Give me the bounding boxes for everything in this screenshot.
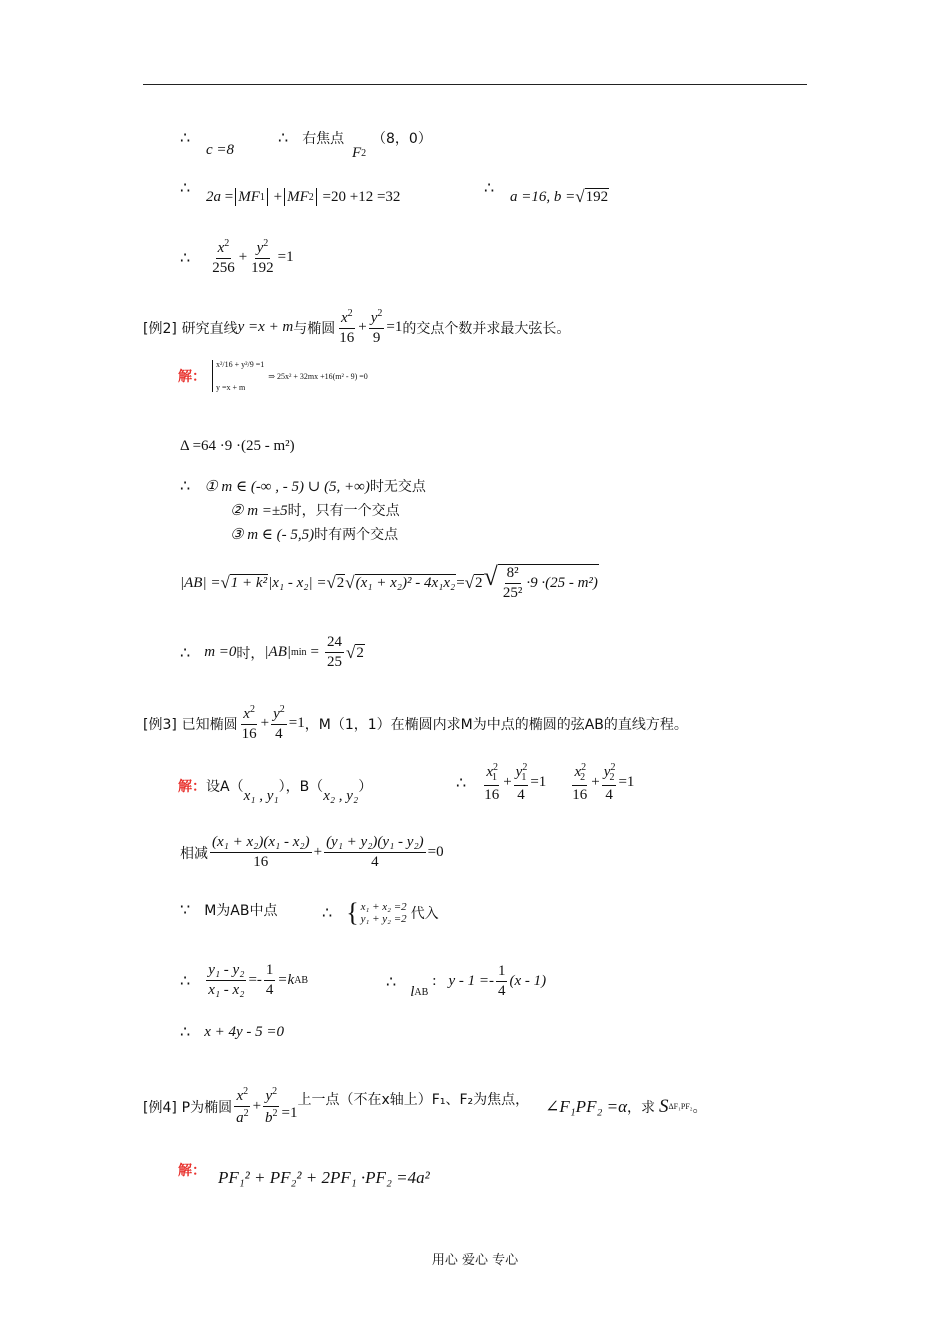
c-value: c =8 xyxy=(206,142,235,158)
therefore-2: ∴ xyxy=(180,180,191,197)
line-ab-equation: ∴ l AB : y - 1 =- $\frac{1}{4}$ (x - 1) xyxy=(386,962,547,1000)
case-1: ∴ ① m ∈ (-∞ , - 5) ∪ (5, +∞) 时无交点 xyxy=(180,478,426,495)
example-4-statement: [例4] P为椭圆 $\frac{x^2}{a^2}$ + $\frac{y^2}{b^2}$ =1 上一点（不在x轴上）F₁、F₂为焦点， ∠F₁PF₂ =α ，求 S ΔF₁PF₂ 。 xyxy=(143,1086,707,1127)
discriminant: Δ =64 ·9 ·(25 - m²) xyxy=(180,438,295,454)
major-axis-equation: 2a = MF 1 + MF 2 =20 +12 =32 xyxy=(206,188,401,205)
case-3: ③ m ∈ (- 5,5) 时有两个交点 xyxy=(230,526,399,543)
case-2: ② m =±5 时，只有一个交点 xyxy=(230,502,400,519)
page-footer: 用心 爱心 专心 xyxy=(431,1253,519,1268)
therefore-3: ∴ xyxy=(484,180,495,197)
system-of-equations: x²/16 + y²/9 =1 y =x + m ⇒ 25x² + 32mx +16(m² - 9) =0 xyxy=(212,360,368,392)
points-on-ellipse: ∴ $\frac{x^2_1}{16}$ + $\frac{y^2_1}{4}$ =1 $\frac{x^2_2}{16}$ + $\frac{y^2_2}{4}$ =1 xyxy=(456,762,635,803)
example-2-statement: [例2] 研究直线 y =x + m 与椭圆 $\frac{x^2}{16}$ + $\frac{y^2}{9}$ =1 的交点个数并求最大弦长。 xyxy=(143,308,571,347)
solution-4: 解： PF₁² + PF₂² + 2PF₁ ·PF₂ =4a² xyxy=(178,1163,430,1187)
line-c-equals: ∴ xyxy=(180,130,191,147)
final-line-equation: ∴ x + 4y - 5 =0 xyxy=(180,1023,284,1041)
header-rule xyxy=(143,84,807,85)
set-points: 解： 设A（ x₁ , y₁ ），B（ x₂ , y₂ ） xyxy=(178,778,373,804)
slope-equation: ∴ $\frac{\text{y₁ - y₂}}{\text{x₁ - x₂}}$ =- $\frac{1}{4}$ =k AB xyxy=(180,962,309,999)
midpoint-system: ∴ { x₁ + x₂ =2 y₁ + y₂ =2 代入 xyxy=(322,898,439,927)
solution-label-2: 解： xyxy=(178,369,206,385)
chord-length-formula: |AB| = √ 1 + k² |x₁ - x₂| = √ 2 √ (x₁ + x₂)² - 4x₁x₂ = √ 2 √ $\frac{\text{8²}}{\text{25²}}$ ·9 ·(25 - m²) xyxy=(180,562,598,602)
right-focus: ∴ 右焦点 xyxy=(278,130,345,147)
focus-coordinate: （8，0） xyxy=(372,131,432,147)
subtracted-equation: 相减 $\frac{\text{(x₁ + x₂)(x₁ - x₂)}}{16}$ + $\frac{\text{(y₁ + y₂)(y₁ - y₂)}}{4}$ =0 xyxy=(180,834,444,871)
max-chord-conclusion: ∴ m =0 时， |AB| min = $\frac{24}{25}$ √ 2 xyxy=(180,634,364,671)
focus-symbol: F 2 xyxy=(352,145,367,161)
ellipse-equation: ∴ $\frac{x^2}{256}$ + $\frac{y^2}{192}$ =1 xyxy=(180,238,294,277)
example-3-statement: [例3] 已知椭圆 $\frac{x^2}{16}$ + $\frac{y^2}{4}$ =1 ，M（1，1）在椭圆内求M为中点的椭圆的弦AB的直线方程。 xyxy=(143,704,688,743)
a-b-values: a =16, b = √ 192 xyxy=(510,187,609,206)
midpoint-condition: ∵ M为AB中点 xyxy=(180,902,278,919)
